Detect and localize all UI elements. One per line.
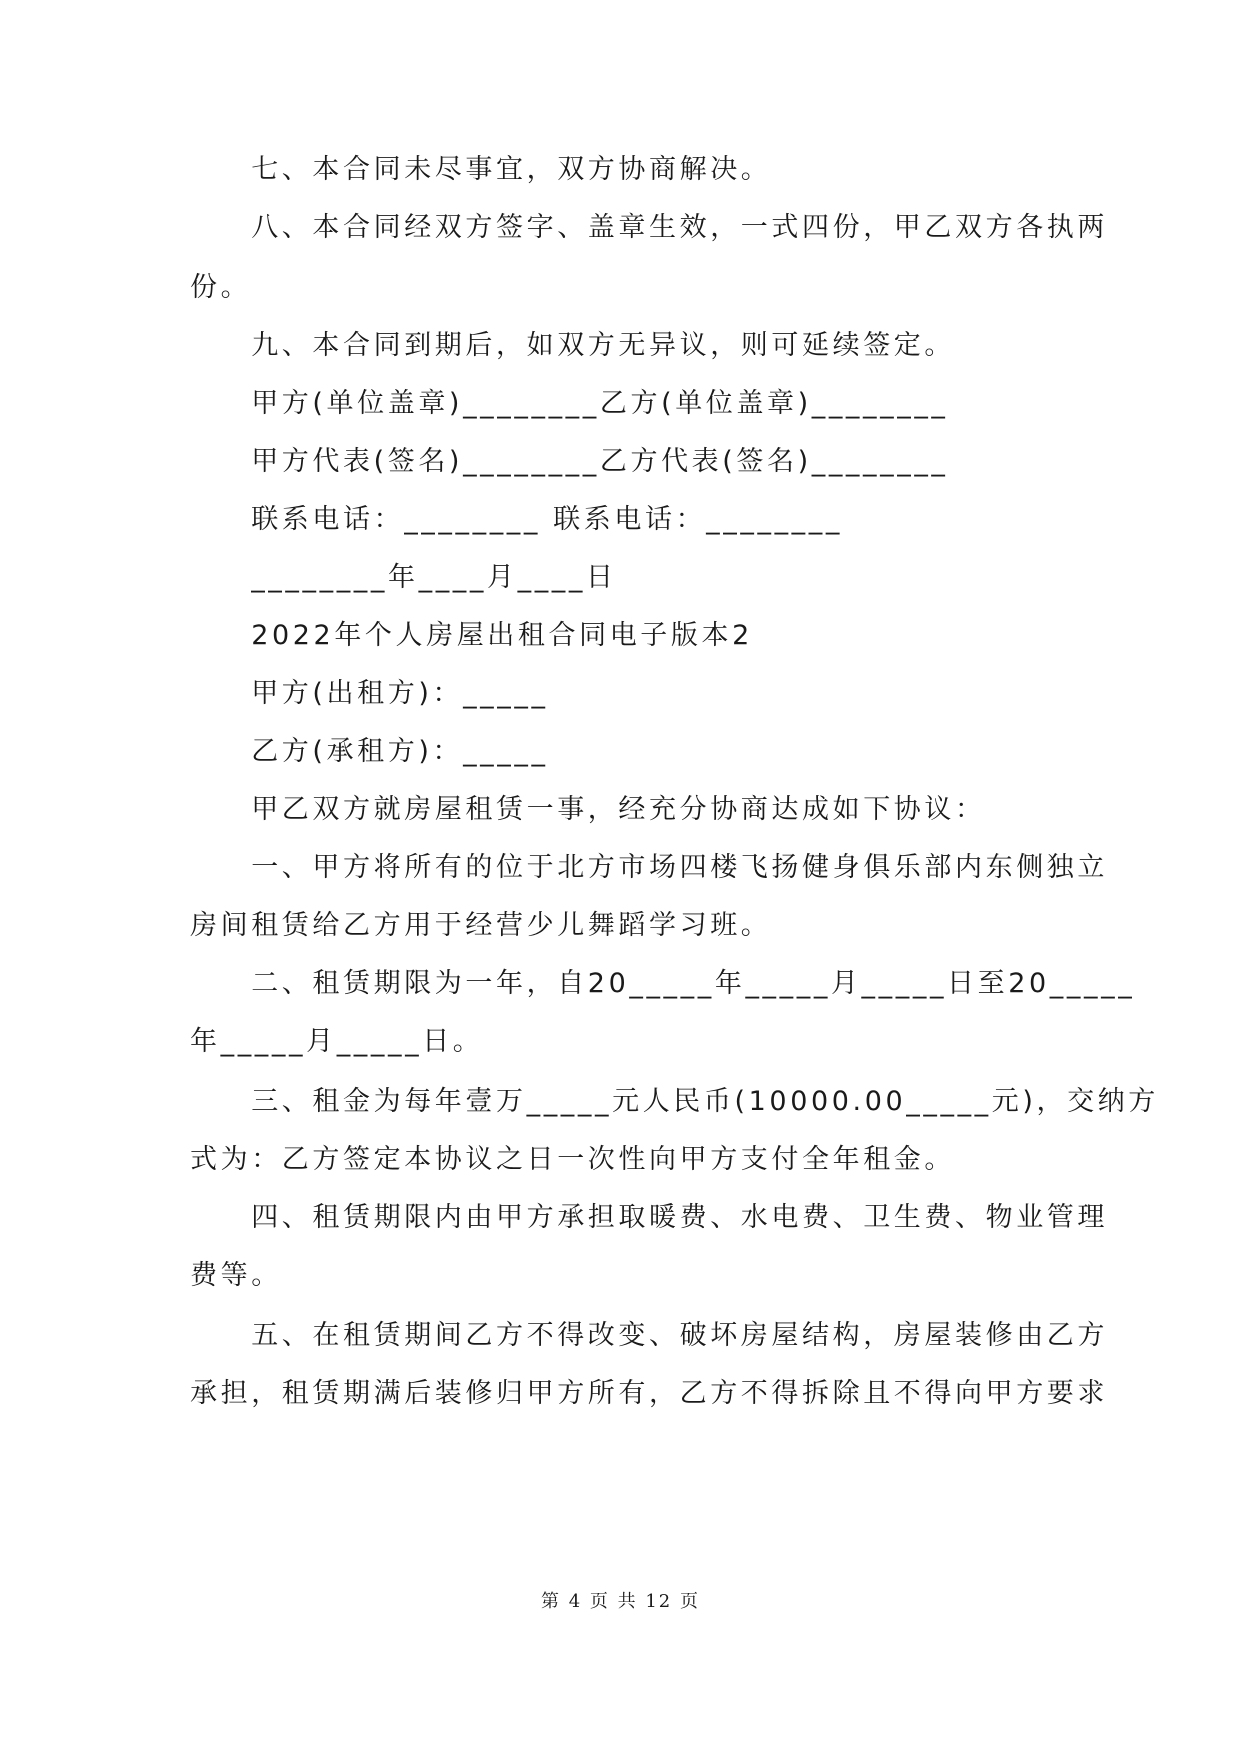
text-line: 甲方(单位盖章)________乙方(单位盖章)________	[190, 388, 949, 419]
text-line: 费等。	[190, 1260, 282, 1291]
text-line: 承担，租赁期满后装修归甲方所有，乙方不得拆除且不得向甲方要求	[190, 1378, 1108, 1409]
text-line: 七、本合同未尽事宜，双方协商解决。	[190, 154, 772, 185]
text-line: 四、租赁期限内由甲方承担取暖费、水电费、卫生费、物业管理	[190, 1202, 1108, 1233]
text-line: 份。	[190, 272, 252, 303]
text-line: 五、在租赁期间乙方不得改变、破坏房屋结构，房屋装修由乙方	[190, 1320, 1108, 1351]
text-line: 2022年个人房屋出租合同电子版本2	[190, 620, 753, 651]
text-line: 年_____月_____日。	[190, 1026, 484, 1057]
text-line: 八、本合同经双方签字、盖章生效，一式四份，甲乙双方各执两	[190, 212, 1108, 243]
text-line: 一、甲方将所有的位于北方市场四楼飞扬健身俱乐部内东侧独立	[190, 852, 1108, 883]
text-line: 房间租赁给乙方用于经营少儿舞蹈学习班。	[190, 910, 772, 941]
text-line: 三、租金为每年壹万_____元人民币(10000.00_____元)，交纳方	[190, 1086, 1159, 1117]
text-line: 甲乙双方就房屋租赁一事，经充分协商达成如下协议：	[190, 794, 986, 825]
page-footer	[0, 1587, 1241, 1613]
text-line: 联系电话：________ 联系电话：________	[190, 504, 843, 535]
text-line: 甲方(出租方)：_____	[190, 678, 549, 709]
text-line: 九、本合同到期后，如双方无异议，则可延续签定。	[190, 330, 955, 361]
text-line: 式为：乙方签定本协议之日一次性向甲方支付全年租金。	[190, 1144, 955, 1175]
text-line: 甲方代表(签名)________乙方代表(签名)________	[190, 446, 949, 477]
page-number: 第 4 页 共 12 页	[541, 1591, 700, 1612]
text-line: 二、租赁期限为一年，自20_____年_____月_____日至20_____	[190, 968, 1136, 999]
text-line: ________年____月____日	[190, 562, 617, 593]
text-line: 乙方(承租方)：_____	[190, 736, 549, 767]
